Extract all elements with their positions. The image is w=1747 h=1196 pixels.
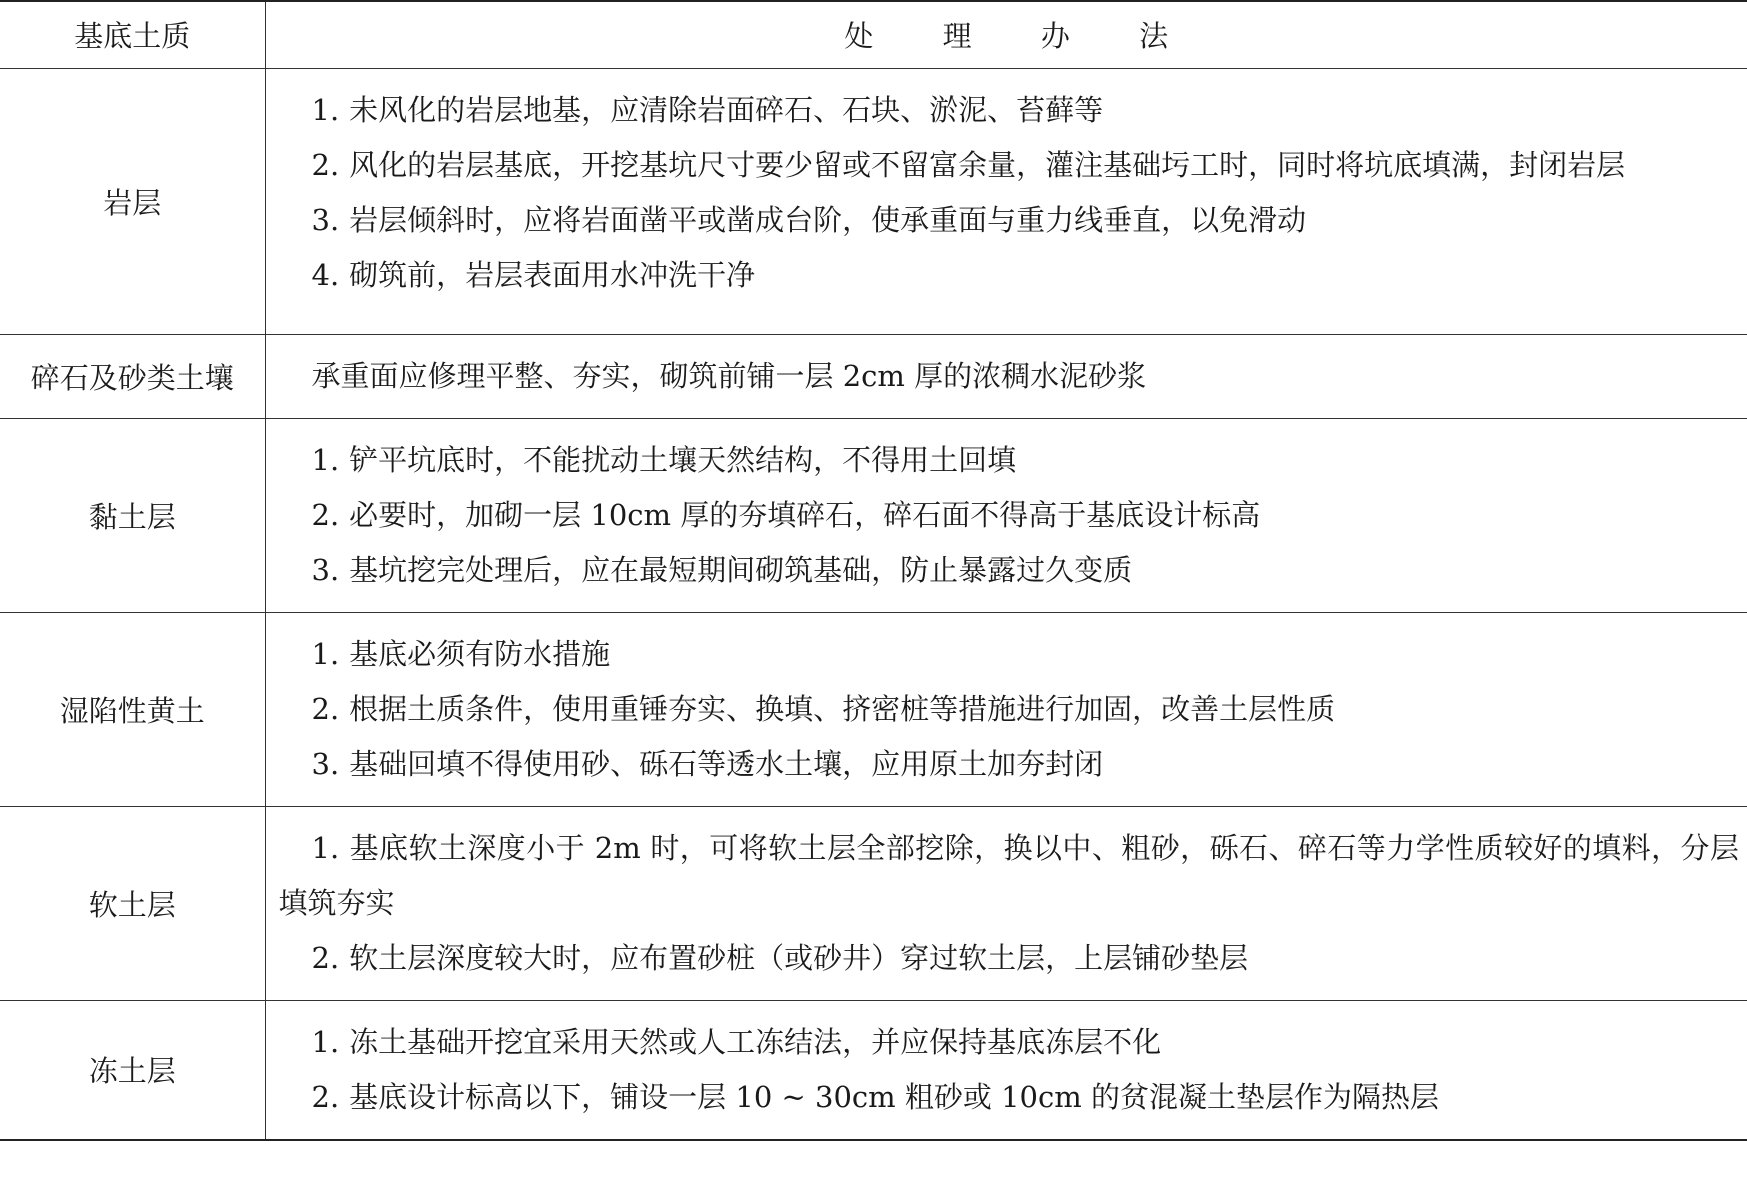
step-text: 基底软土深度小于 2m 时，可将软土层全部挖除，换以中、粗砂，砾石、碎石等力学性质较好的填料，分层填筑夯实 xyxy=(278,830,1739,920)
table-header xyxy=(0,1,1747,68)
step-text: 基底设计标高以下，铺设一层 10 ~ 30cm 粗砂或 10cm 的贫混凝土垫层作为隔热层 xyxy=(349,1079,1439,1114)
treatment-step xyxy=(279,83,1740,138)
treatment-step xyxy=(279,1070,1740,1125)
soil-type-cell: 冻土层 xyxy=(0,1000,265,1140)
header-soil-type: 基底土质 xyxy=(0,1,265,68)
step-text: 基础回填不得使用砂、砾石等透水土壤，应用原土加夯封闭 xyxy=(349,746,1104,781)
treatment-method-cell xyxy=(265,68,1747,334)
treatment-step xyxy=(279,821,1740,931)
step-number: 1. xyxy=(311,830,340,865)
table-row xyxy=(0,1000,1747,1140)
treatment-step xyxy=(279,543,1740,598)
step-text: 基底必须有防水措施 xyxy=(349,636,611,671)
step-number: 1. xyxy=(311,92,340,127)
treatment-step xyxy=(279,349,1740,404)
treatment-step xyxy=(279,138,1740,193)
step-text: 铲平坑底时，不能扰动土壤天然结构，不得用土回填 xyxy=(349,442,1017,477)
table-row xyxy=(0,334,1747,418)
step-text: 软土层深度较大时，应布置砂桩（或砂井）穿过软土层，上层铺砂垫层 xyxy=(349,940,1249,975)
table-body xyxy=(0,68,1747,1140)
soil-type-cell: 软土层 xyxy=(0,806,265,1000)
step-number: 1. xyxy=(311,636,340,671)
treatment-method-cell xyxy=(265,418,1747,612)
treatment-step xyxy=(279,682,1740,737)
treatment-step xyxy=(279,193,1740,248)
treatment-step xyxy=(279,433,1740,488)
step-text: 岩层倾斜时，应将岩面凿平或凿成台阶，使承重面与重力线垂直，以免滑动 xyxy=(349,202,1307,237)
step-number: 3. xyxy=(311,202,340,237)
soil-type-cell: 黏土层 xyxy=(0,418,265,612)
treatment-step xyxy=(279,1015,1740,1070)
step-number: 3. xyxy=(311,552,340,587)
treatment-step xyxy=(279,248,1740,303)
soil-type-cell: 碎石及砂类土壤 xyxy=(0,334,265,418)
treatment-step xyxy=(279,627,1740,682)
step-text: 必要时，加砌一层 10cm 厚的夯填碎石，碎石面不得高于基底设计标高 xyxy=(349,497,1261,532)
step-number: 2. xyxy=(311,691,340,726)
step-text: 砌筑前，岩层表面用水冲洗干净 xyxy=(349,257,756,292)
step-text: 根据土质条件，使用重锤夯实、换填、挤密桩等措施进行加固，改善土层性质 xyxy=(349,691,1336,726)
treatment-method-cell xyxy=(265,1000,1747,1140)
treatment-step xyxy=(279,488,1740,543)
table-row xyxy=(0,612,1747,806)
soil-type-cell: 湿陷性黄土 xyxy=(0,612,265,806)
treatment-method-cell xyxy=(265,334,1747,418)
step-text: 未风化的岩层地基，应清除岩面碎石、石块、淤泥、苔藓等 xyxy=(349,92,1104,127)
header-row xyxy=(0,1,1747,68)
step-text: 风化的岩层基底，开挖基坑尺寸要少留或不留富余量，灌注基础圬工时，同时将坑底填满，封闭岩层 xyxy=(349,147,1626,182)
step-number: 2. xyxy=(311,940,340,975)
step-number: 1. xyxy=(311,442,340,477)
treatment-method-cell xyxy=(265,612,1747,806)
step-number: 2. xyxy=(311,1079,340,1114)
header-treatment-method xyxy=(265,1,1747,68)
treatment-step xyxy=(279,737,1740,792)
treatment-method-cell xyxy=(265,806,1747,1000)
soil-type-cell: 岩层 xyxy=(0,68,265,334)
step-number: 3. xyxy=(311,746,340,781)
step-text: 基坑挖完处理后，应在最短期间砌筑基础，防止暴露过久变质 xyxy=(349,552,1133,587)
table-row xyxy=(0,68,1747,334)
table-row xyxy=(0,806,1747,1000)
step-number: 2. xyxy=(311,147,340,182)
step-number: 1. xyxy=(311,1024,340,1059)
step-text: 承重面应修理平整、夯实，砌筑前铺一层 2cm 厚的浓稠水泥砂浆 xyxy=(311,358,1147,393)
step-text: 冻土基础开挖宜采用天然或人工冻结法，并应保持基底冻层不化 xyxy=(349,1024,1162,1059)
header-treatment-method-label: 处 理 办 法 xyxy=(844,19,1199,54)
step-number: 4. xyxy=(311,257,340,292)
treatment-step xyxy=(279,931,1740,986)
table-row xyxy=(0,418,1747,612)
step-number: 2. xyxy=(311,497,340,532)
